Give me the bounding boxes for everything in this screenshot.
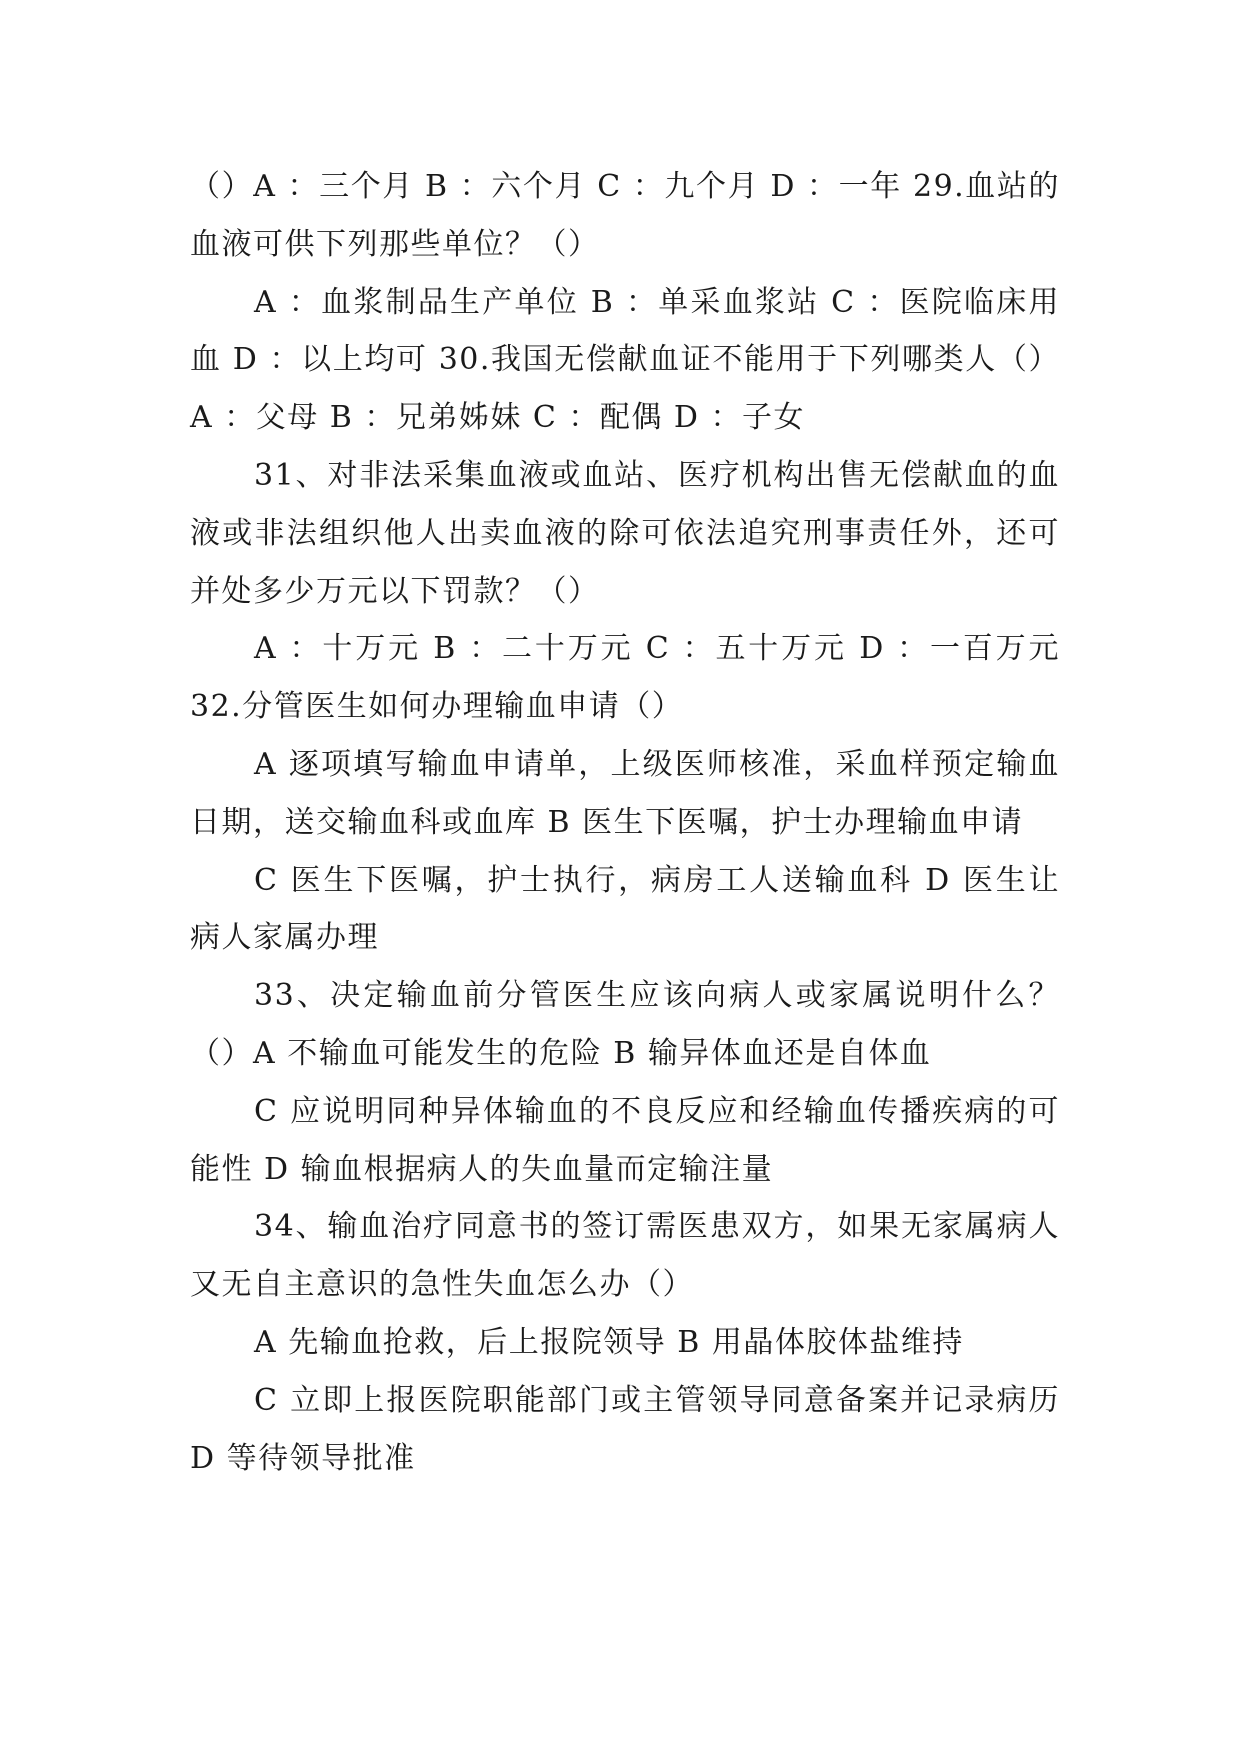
paragraph: （）A ：三个月 B ：六个月 C ：九个月 D ：一年 29.血站的血液可供下列那些单位？（） — [190, 169, 1060, 262]
document-body — [190, 158, 1060, 1487]
paragraph: A ：十万元 B ：二十万元 C ：五十万元 D ：一百万元 32.分管医生如何办理输血申请（） — [190, 631, 1060, 725]
paragraph: 31、对非法采集血液或血站、医疗机构出售无偿献血的血液或非法组织他人出卖血液的除可依法追究刑事责任外，还可并处多少万元以下罚款？（） — [190, 457, 1060, 609]
paragraph: A ：血浆制品生产单位 B ：单采血浆站 C ：医院临床用血 D ：以上均可 30.我国无偿献血证不能用于下列哪类人（）A ：父母 B ：兄弟姊妹 C ：配偶 D ：子女 — [190, 284, 1060, 436]
paragraph: C 立即上报医院职能部门或主管领导同意备案并记录病历 D 等待领导批准 — [190, 1382, 1060, 1476]
paragraph: A 逐项填写输血申请单，上级医师核准，采血样预定输血日期，送交输血科或血库 B 医生下医嘱，护士办理输血申请 — [190, 746, 1060, 840]
paragraph: C 医生下医嘱，护士执行，病房工人送输血科 D 医生让病人家属办理 — [190, 862, 1060, 956]
paragraph: 33、决定输血前分管医生应该向病人或家属说明什么？（）A 不输血可能发生的危险 B 输异体血还是自体血 — [190, 978, 1060, 1071]
paragraph: A 先输血抢救，后上报院领导 B 用晶体胶体盐维持 — [254, 1324, 964, 1360]
paragraph: C 应说明同种异体输血的不良反应和经输血传播疾病的可能性 D 输血根据病人的失血量而定输注量 — [190, 1093, 1060, 1187]
paragraph: 34、输血治疗同意书的签订需医患双方，如果无家属病人又无自主意识的急性失血怎么办（） — [190, 1209, 1060, 1303]
